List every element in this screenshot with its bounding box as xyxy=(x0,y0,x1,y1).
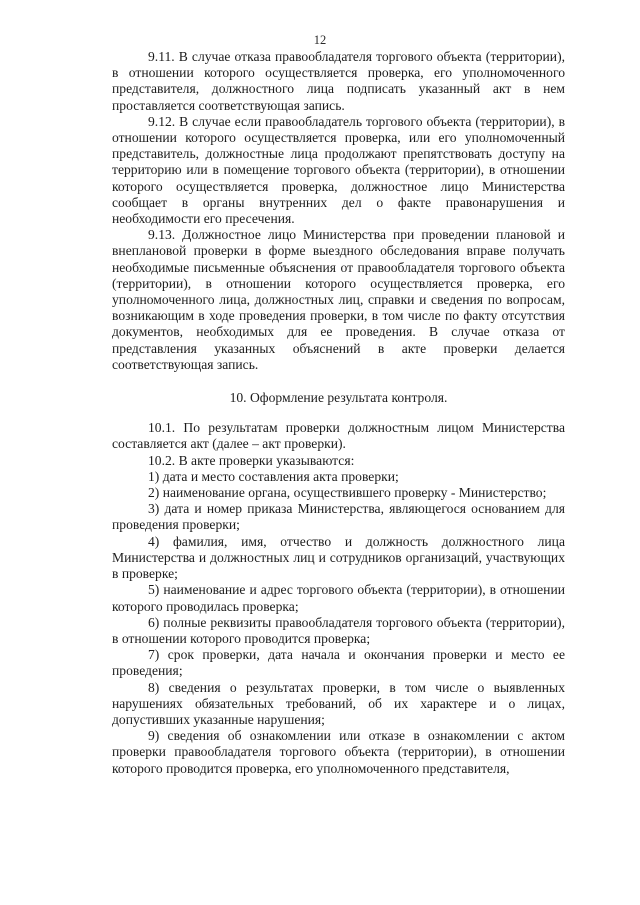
section-heading: 10. Оформление результата контроля. xyxy=(229,390,448,406)
paragraph-9-13: 9.13. Должностное лицо Министерства при проведении плановой и внеплановой проверки в форме выездного обследования вправе получать необходимые письменные объяснения от правообладателя торгового объекта (территории), в отношении которого осуществляется проверка, его уполномоченного лица, должностных лиц, справки и сведения по вопросам, возникающим в ходе проведения проверки, в том числе по факту отсутствия документов, необходимых для ее проведения. В случае отказа от представления указанных объяснений в акте проверки делается соответствующая запись. xyxy=(112,227,565,372)
list-item-4: 4) фамилия, имя, отчество и должность должностного лица Министерства и должностных лиц и сотрудников организаций, участвующих в проверке; xyxy=(112,533,565,582)
paragraph-9-12: 9.12. В случае если правообладатель торгового объекта (территории), в отношении которого осуществляется проверка, или его уполномоченный представитель, должностные лица продолжают препятствовать доступу на территорию или в помещение торгового объекта (территории), в отношении которого осуществляется проверка, должностное лицо Министерства сообщает в органы внутренних дел о факте правонарушения и необходимости его пресечения. xyxy=(112,113,565,227)
list-item-7: 7) срок проверки, дата начала и окончания проверки и место ее проведения; xyxy=(112,647,565,679)
list-item-2: 2) наименование органа, осуществившего проверку - Министерство; xyxy=(148,485,547,501)
list-item-3: 3) дата и номер приказа Министерства, являющегося основанием для проведения проверки; xyxy=(112,501,565,533)
paragraph-10-2: 10.2. В акте проверки указываются: xyxy=(148,452,355,468)
list-item-9: 9) сведения об ознакомлении или отказе в ознакомлении с актом проверки правообладателя торгового объекта (территории), в отношении которого проводится проверка, его уполномоченного представителя, xyxy=(112,728,565,776)
page-number: 12 xyxy=(313,33,327,47)
list-item-6: 6) полные реквизиты правообладателя торгового объекта (территории), в отношении которого проводится проверка; xyxy=(112,614,565,646)
paragraph-10-1: 10.1. По результатам проверки должностным лицом Министерства составляется акт (далее – акт проверки). xyxy=(112,420,565,452)
list-item-5: 5) наименование и адрес торгового объекта (территории), в отношении которого проводилась проверка; xyxy=(112,582,565,614)
spacer xyxy=(112,373,565,390)
spacer xyxy=(112,406,565,420)
paragraph-9-11: 9.11. В случае отказа правообладателя торгового объекта (территории), в отношении которого осуществляется проверка, его уполномоченного представителя, должностного лица подписать указанный акт в нем проставляется соответствующая запись. xyxy=(112,49,565,113)
document-body xyxy=(112,49,565,777)
list-item-8: 8) сведения о результатах проверки, в том числе о выявленных нарушениях обязательных требований, об их характере и о лицах, допустивших указанные нарушения; xyxy=(112,679,565,727)
list-item-1: 1) дата и место составления акта проверки; xyxy=(148,468,399,484)
